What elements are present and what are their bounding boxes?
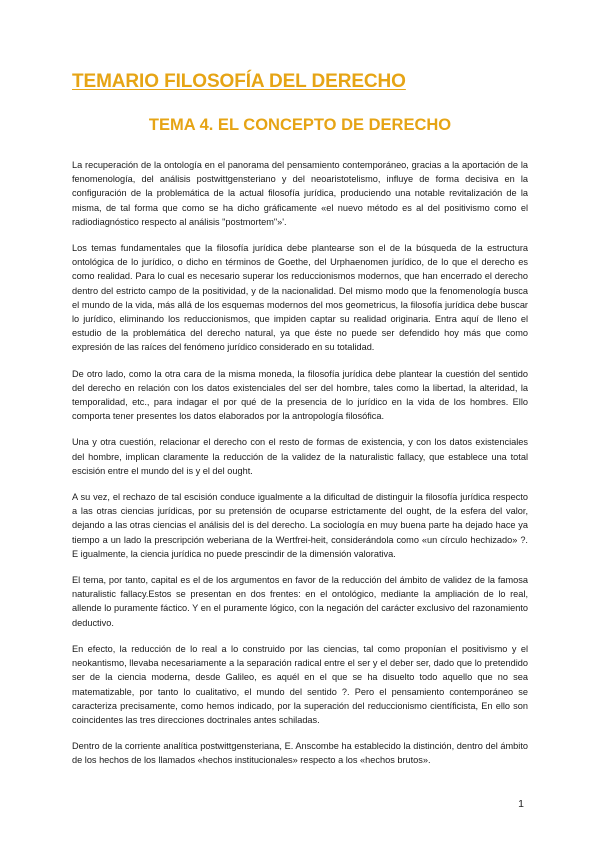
paragraph: En efecto, la reducción de lo real a lo construido por las ciencias, tal como proponían el positivismo y el neokantismo, llevaba necesariamente a la separación radical entre el ser y el deber ser, dado que lo pretendido ser de la ciencia moderna, desde Galileo, es aquél en el que se ha disuelto todo aquello que no sea matematizable, por tanto lo cualitativo, el mundo del sentido ?. Pero el pensamiento contemporáneo se caracteriza precisamente, como hemos indicado, por la superación del reduccionismo científicista, En ello son coincidentes las tres direcciones doctrinales antes schiladas. bbox=[72, 643, 528, 725]
paragraph: Dentro de la corriente analítica postwittgensteriana, E. Anscombe ha establecido la distinción, dentro del ámbito de los hechos de los llamados «hechos institucionales» respecto a los «hechos brutos». bbox=[72, 741, 528, 766]
page-number: 1 bbox=[518, 798, 524, 810]
paragraph: A su vez, el rechazo de tal escisión conduce igualmente a la dificultad de distinguir la filosofía jurídica respecto a las otras ciencias jurídicas, por su pretensión de ocuparse estrictamente del ought, de la esfera del valor, dejando a las otras ciencias el análisis del is del derecho. La sociología en muy buena parte ha dejado hace ya tiempo a un lado la prescripción weberiana de la Wertfrei-heit, considerándola como «un círculo hechizado» ?. E igualmente, la ciencia jurídica no puede prescindir de la dimensión valorativa. bbox=[72, 492, 528, 559]
document-body bbox=[72, 158, 528, 780]
paragraph: El tema, por tanto, capital es el de los argumentos en favor de la reducción del ámbito de validez de la famosa naturalistic fallacy.Estos se presentan en dos frentes: en el ontológico, mediante la ampliación de lo real, allende lo puramente fáctico. Y en el puramente lógico, con la negación del carácter exclusivo del razonamiento deductivo. bbox=[72, 575, 528, 628]
paragraph: La recuperación de la ontología en el panorama del pensamiento contemporáneo, gracias a la aportación de la fenomenología, del análisis postwittgensteriano y del neoaristotelismo, influye de forma decisiva en la configuración de la problemática de la actual filosofía jurídica, produciendo una notable revitalización de la misma, de tal forma que como se ha dicho gráficamente «el nuevo método es al del positivismo como el radiodiagnóstico respecto al análisis "postmortem"»'. bbox=[72, 160, 528, 227]
paragraph: Una y otra cuestión, relacionar el derecho con el resto de formas de existencia, y con los datos existenciales del hombre, implican claramente la reducción de la validez de la naturalistic fallacy, que establece una total escisión entre el mundo del is y el del ought. bbox=[72, 437, 528, 476]
paragraph: Los temas fundamentales que la filosofía jurídica debe plantearse son el de la búsqueda de la estructura ontológica de lo jurídico, o dicho en términos de Goethe, del Urphaenomen jurídico, de lo que el derecho es como realidad. Para lo cual es necesario superar los reduccionismos modernos, que han encerrado el derecho dentro del estricto campo de la positividad, y de la nacionalidad. Del mismo modo que la fenomenología busca el mundo de la vida, más allá de los esquemas modernos del mos geometricus, la filosofía jurídica debe buscar lo jurídico, eliminando los reduccionismos, que impiden captar su realidad originaria. Entra aquí de lleno el estudio de la problemática del derecho natural, ya que éste no puede ser defendido hoy más que como expresión de las raíces del fenómeno jurídico considerado en su totalidad. bbox=[72, 243, 528, 353]
paragraph: De otro lado, como la otra cara de la misma moneda, la filosofía jurídica debe plantear la cuestión del sentido del derecho en relación con los datos existenciales del ser del hombre, tales como la libertad, la alteridad, la temporalidad, etc., para indagar el por qué de la presencia de lo jurídico en la vida de los hombres. Ello comporta tener presentes los datos elaborados por la antropología filosófica. bbox=[72, 368, 528, 422]
document-subtitle: TEMA 4. EL CONCEPTO DE DERECHO bbox=[148, 116, 452, 134]
document-title: TEMARIO FILOSOFÍA DEL DERECHO bbox=[72, 71, 406, 92]
